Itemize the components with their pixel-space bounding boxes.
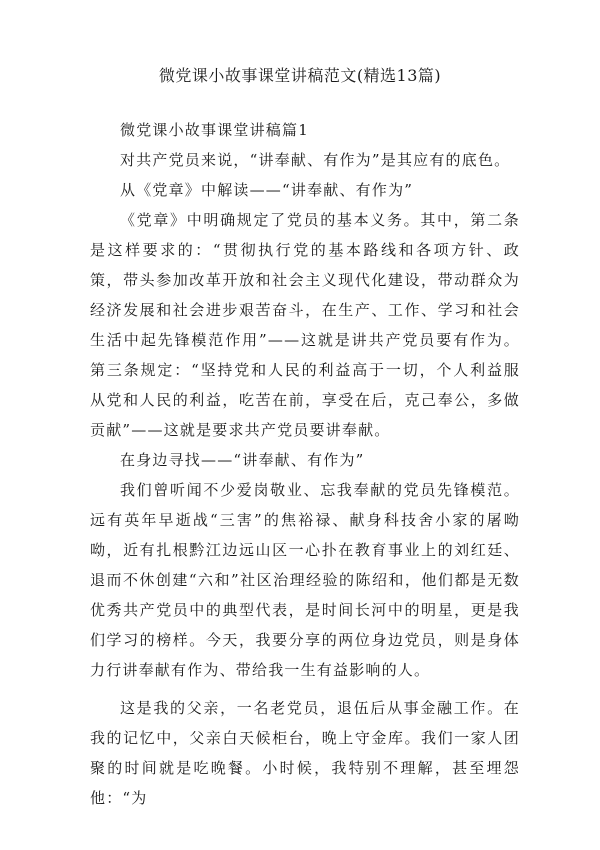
paragraph: 这是我的父亲，一名老党员，退伍后从事金融工作。在我的记忆中，父亲白天候柜台，晚上守金库。我们一家人团聚的时间就是吃晚餐。小时候，我特别不理解，甚至埋怨他：“为 — [90, 699, 520, 807]
subheading: 在身边寻找——“讲奉献、有作为” — [120, 451, 365, 469]
section-heading: 微党课小故事课堂讲稿篇1 — [120, 121, 309, 139]
paragraph: 《党章》中明确规定了党员的基本义务。其中，第二条是这样要求的：“贯彻执行党的基本路线和各项方针、政策，带头参加改革开放和社会主义现代化建设，带动群众为经济发展和社会进步艰苦奋斗，在生产、工作、学习和社会生活中起先锋模范作用”——这就是讲共产党员要有作为。第三条规定：“坚持党和人民的利益高于一切，个人利益服从党和人民的利益，吃苦在前，享受在后，克己奉公，多做贡献”——这就是要求共产党员要讲奉献。 — [90, 211, 520, 439]
paragraph: 对共产党员来说，“讲奉献、有作为”是其应有的底色。 — [120, 151, 511, 169]
document-body — [90, 115, 520, 813]
document-title: 微党课小故事课堂讲稿范文(精选13篇) — [158, 66, 442, 85]
paragraph: 我们曾听闻不少爱岗敬业、忘我奉献的党员先锋模范。远有英年早逝战“三害”的焦裕禄、献身科技舍小家的屠呦呦，近有扎根黔江边远山区一心扑在教育事业上的刘红廷、退而不休创建“六和”社区治理经验的陈绍和，他们都是无数优秀共产党员中的典型代表，是时间长河中的明星，更是我们学习的榜样。今天，我要分享的两位身边党员，则是身体力行讲奉献有作为、带给我一生有益影响的人。 — [90, 481, 520, 679]
subheading: 从《党章》中解读——“讲奉献、有作为” — [120, 181, 414, 199]
